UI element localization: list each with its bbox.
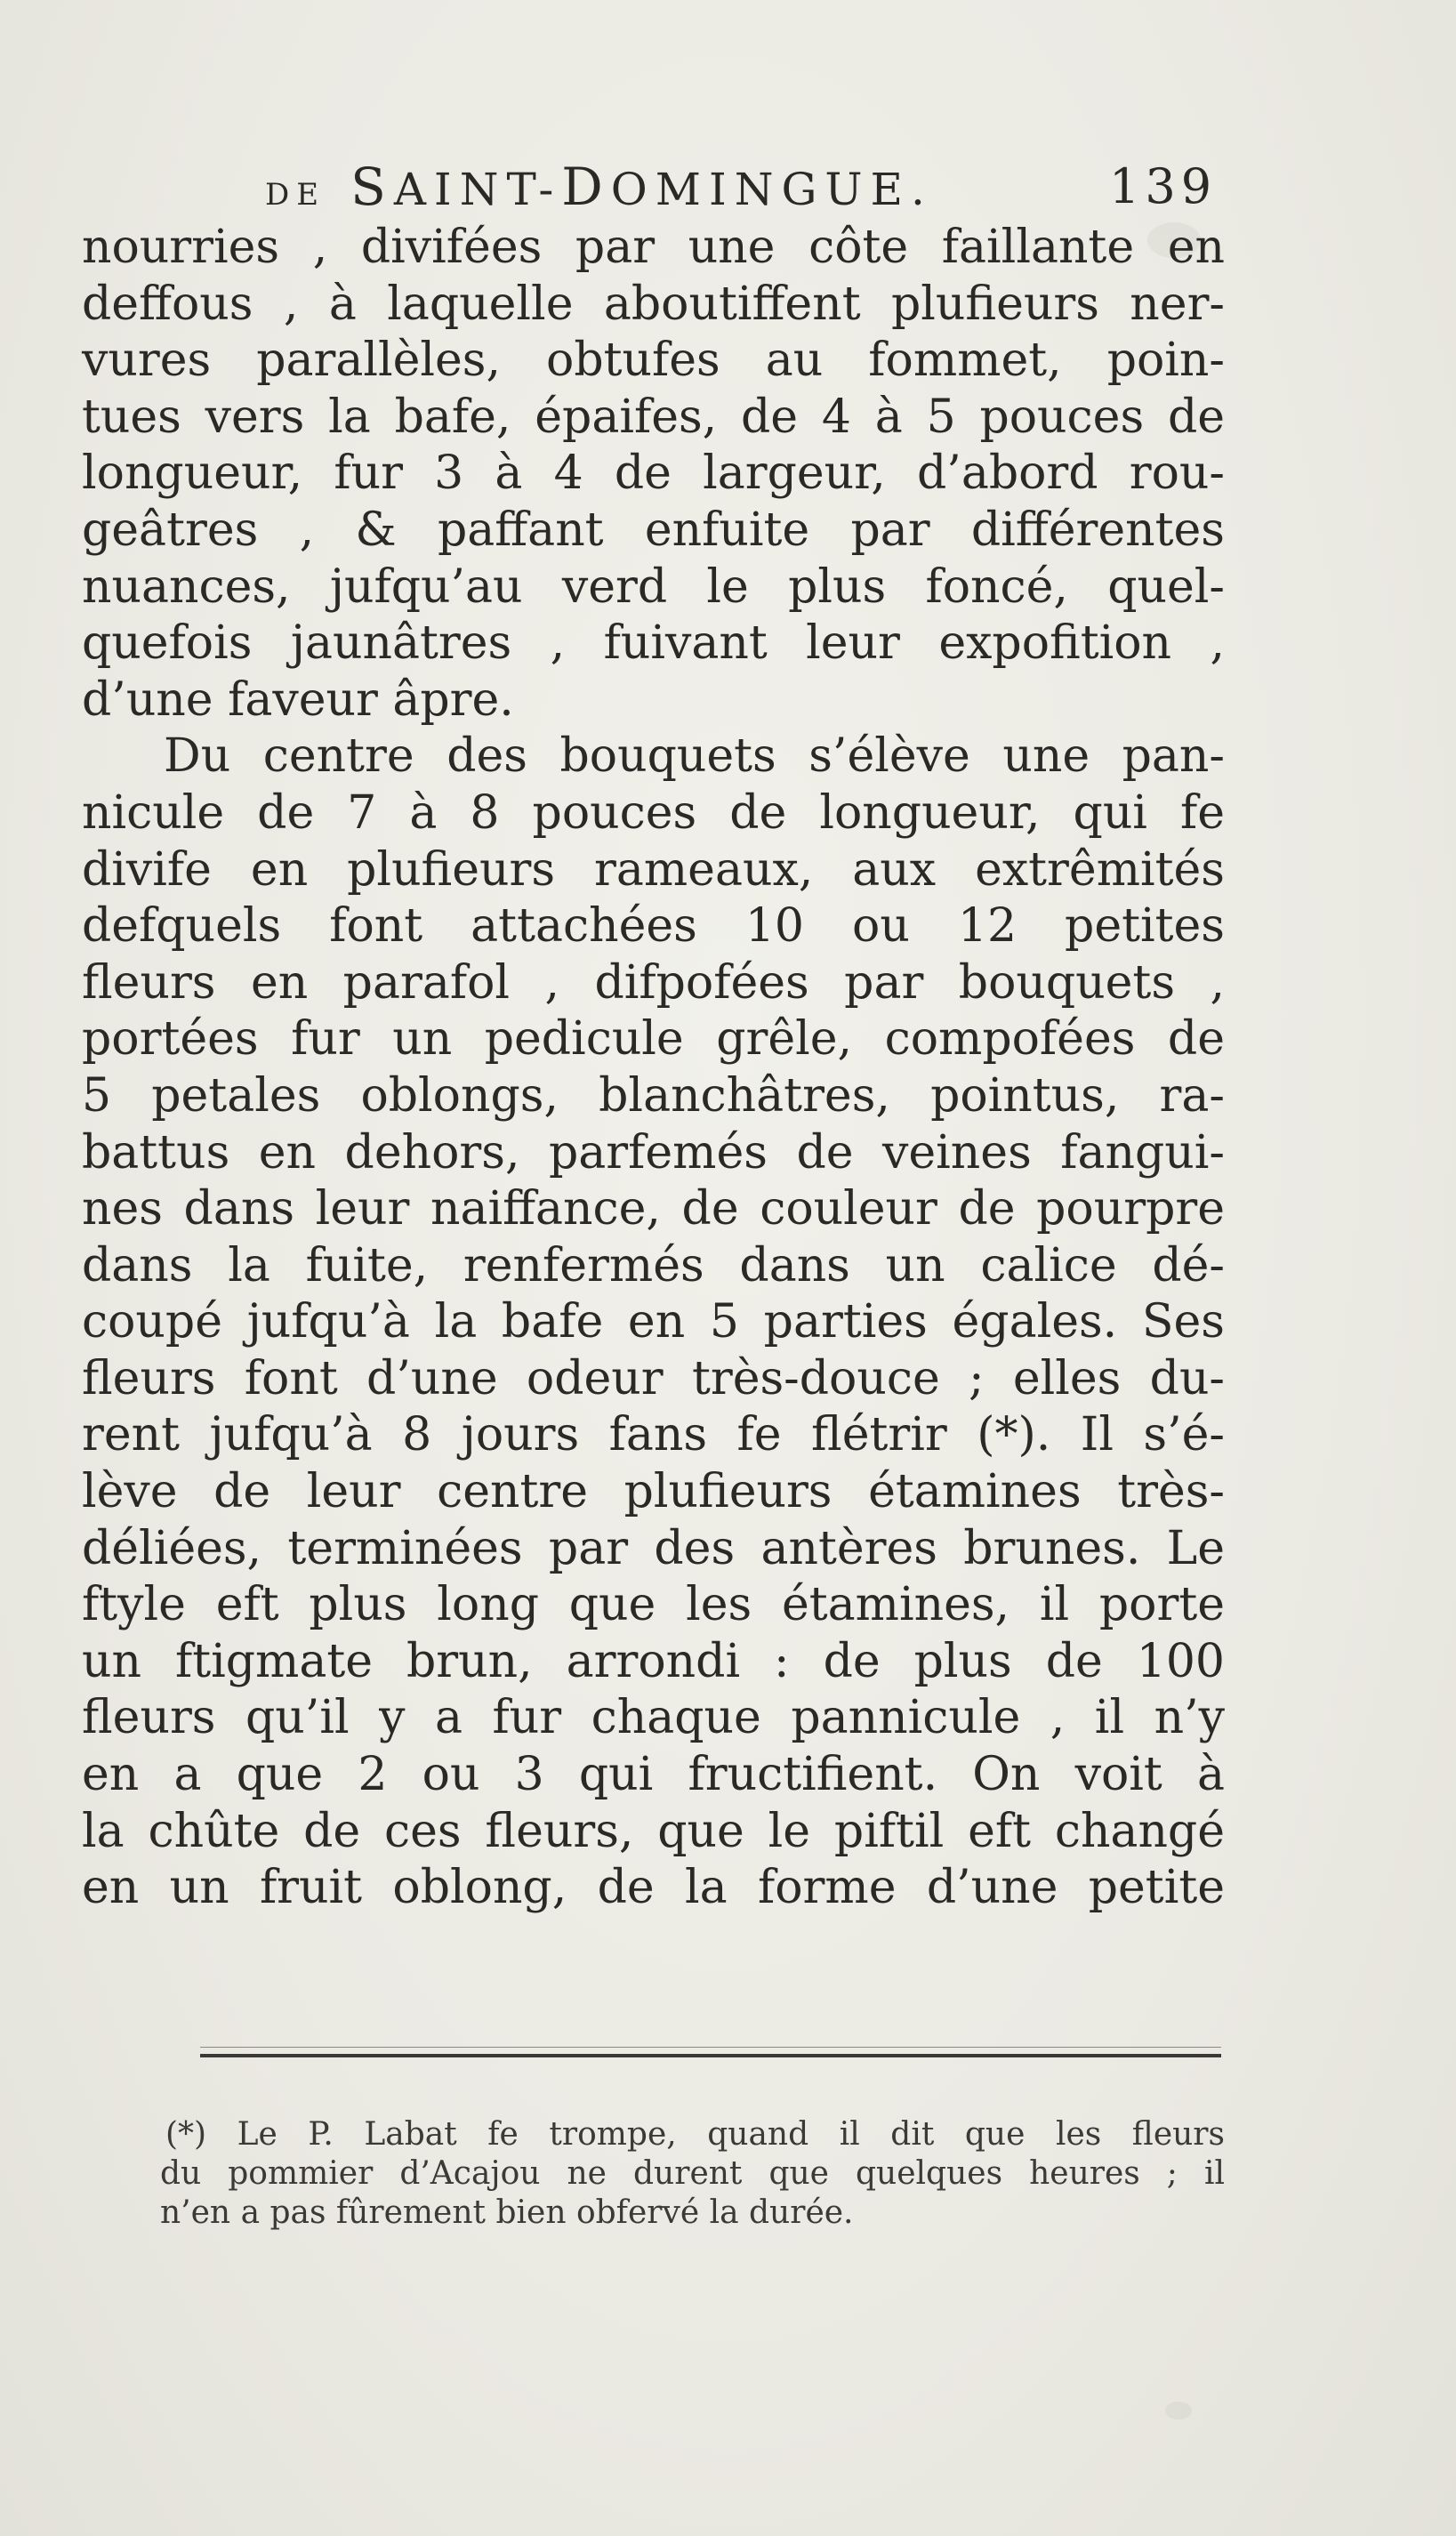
running-head-initial: D bbox=[561, 157, 611, 217]
text-line: deffous , à laquelle aboutiffent plufieurs ner- bbox=[82, 277, 1225, 331]
text-line: divife en plufieurs rameaux, aux extrêmités bbox=[82, 842, 1225, 897]
running-head-prefix: DE bbox=[265, 177, 326, 213]
text-line: coupé jufqu’à la bafe en 5 parties égales. Ses bbox=[82, 1295, 1225, 1349]
text-line: tues vers la bafe, épaifes, de 4 à 5 pouces de bbox=[82, 390, 1225, 444]
footnote bbox=[160, 2115, 1225, 2233]
text-line: un ftigmate brun, arrondi : de plus de 100 bbox=[82, 1634, 1225, 1688]
footnote-line: (*) Le P. Labat fe trompe, quand il dit que les fleurs bbox=[165, 2116, 1225, 2153]
text-line: vures parallèles, obtufes au fommet, poin- bbox=[82, 334, 1225, 388]
text-line: fleurs font d’une odeur très-douce ; elles du- bbox=[82, 1351, 1225, 1405]
text-line: defquels font attachées 10 ou 12 petites bbox=[82, 899, 1225, 954]
text-line: ftyle eft plus long que les étamines, il porte bbox=[82, 1578, 1225, 1632]
text-line: nourries , divifées par une côte faillante en bbox=[82, 221, 1225, 274]
footnote-line: du pommier d’Acajou ne durent que quelques heures ; il bbox=[160, 2155, 1225, 2192]
text-line: déliées, terminées par des antères brunes. Le bbox=[82, 1521, 1225, 1575]
running-head-word: OMINGUE. bbox=[610, 164, 933, 215]
text-line: fleurs en parafol , difpofées par bouquets , bbox=[82, 955, 1225, 1010]
text-line: lève de leur centre plufieurs étamines très- bbox=[82, 1465, 1225, 1519]
text-line: dans la fuite, renfermés dans un calice dé- bbox=[82, 1238, 1225, 1292]
footnote-separator bbox=[200, 2054, 1221, 2057]
text-line: fleurs qu’il y a fur chaque pannicule , il n’y bbox=[82, 1691, 1225, 1745]
paper-stain bbox=[1165, 2402, 1192, 2419]
text-line: longueur, fur 3 à 4 de largeur, d’abord rou- bbox=[82, 447, 1225, 501]
text-line: nuances, jufqu’au verd le plus foncé, quel- bbox=[82, 560, 1225, 614]
page-number: 139 bbox=[1109, 158, 1218, 214]
text-line: quefois jaunâtres , fuivant leur expofition , bbox=[82, 616, 1225, 671]
text-line: nes dans leur naiffance, de couleur de pourpre bbox=[82, 1182, 1225, 1236]
footnote-line: n’en a pas fûrement bien obfervé la durée. bbox=[160, 2194, 854, 2231]
running-head-word: AINT- bbox=[393, 164, 562, 215]
text-line: rent jufqu’à 8 jours fans fe flétrir (*). Il s’é- bbox=[82, 1408, 1225, 1462]
footnote-separator-thin bbox=[200, 2047, 1221, 2048]
running-head bbox=[265, 156, 933, 226]
text-line: 5 petales oblongs, blanchâtres, pointus, ra- bbox=[82, 1068, 1225, 1123]
text-line: nicule de 7 à 8 pouces de longueur, qui fe bbox=[82, 785, 1225, 840]
text-line: la chûte de ces fleurs, que le piftil eft changé bbox=[82, 1804, 1225, 1858]
body-text bbox=[82, 220, 1225, 1917]
text-line: en un fruit oblong, de la forme d’une petite bbox=[82, 1861, 1225, 1915]
text-line: battus en dehors, parfemés de veines fangui- bbox=[82, 1125, 1225, 1179]
text-line: portées fur un pedicule grêle, compofées de bbox=[82, 1012, 1225, 1067]
running-head-initial: S bbox=[350, 157, 394, 217]
text-line: geâtres , & paffant enfuite par différentes bbox=[82, 503, 1225, 557]
text-line: en a que 2 ou 3 qui fructifient. On voit à bbox=[82, 1748, 1225, 1802]
text-line: d’une faveur âpre. bbox=[82, 672, 514, 727]
page-header bbox=[0, 156, 1456, 218]
text-line: Du centre des bouquets s’élève une pan- bbox=[164, 729, 1225, 784]
